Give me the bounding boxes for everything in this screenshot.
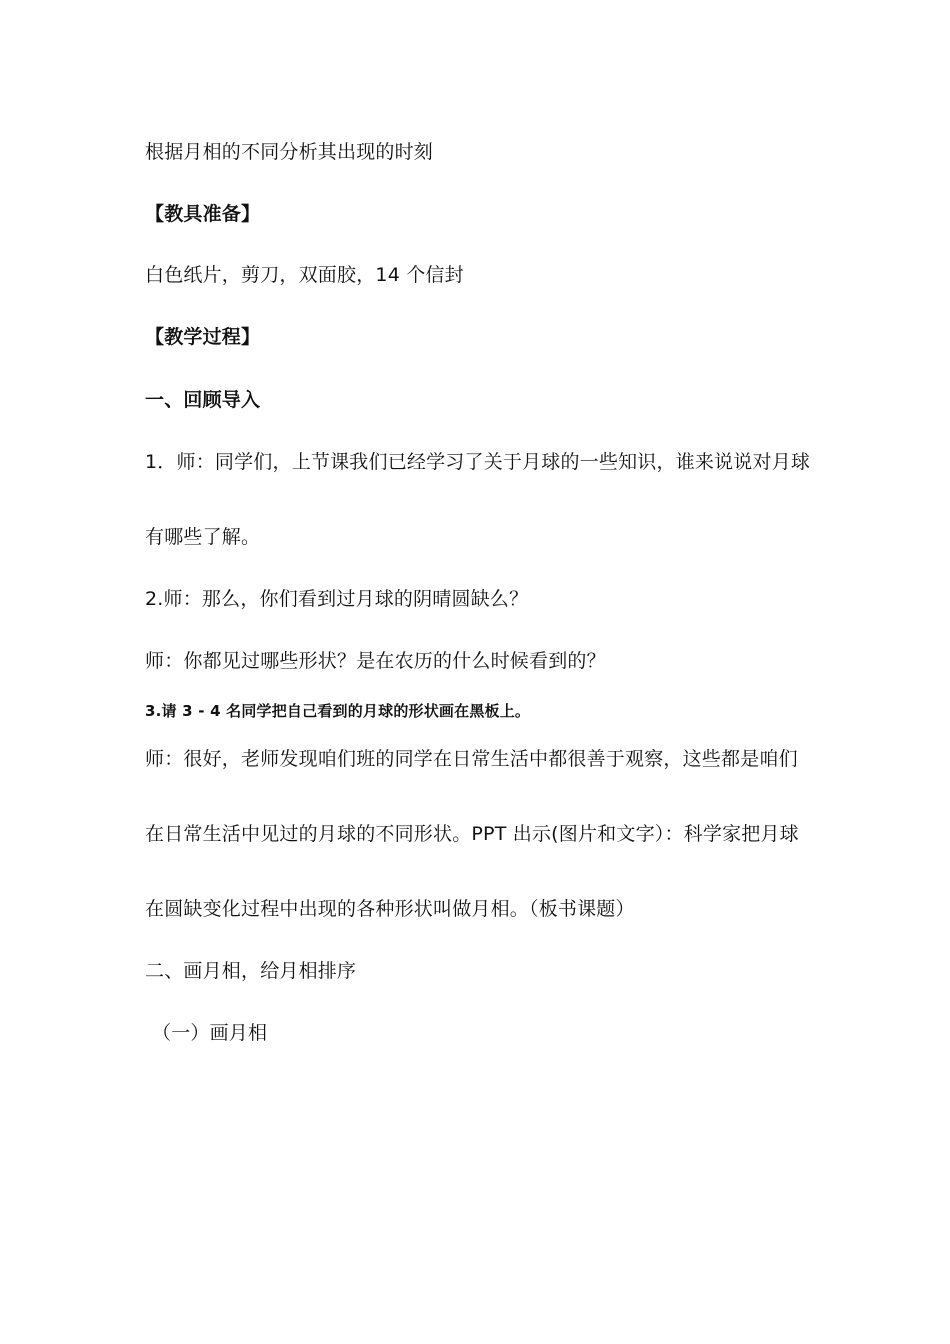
process-heading: 【教学过程】	[145, 326, 261, 348]
para4: 3.请 3 - 4 名同学把自己看到的月球的形状画在黑板上。	[145, 702, 531, 720]
para1-line2: 有哪些了解。	[145, 526, 261, 548]
para5-line2: 在日常生活中见过的月球的不同形状。PPT 出示(图片和文字）：科学家把月球	[145, 823, 799, 845]
section1-heading: 一、回顾导入	[145, 389, 261, 411]
para5-line3: 在圆缺变化过程中出现的各种形状叫做月相。（板书课题）	[145, 898, 635, 920]
objective-line: 根据月相的不同分析其出现的时刻	[145, 141, 434, 163]
section2-heading: 二、画月相，给月相排序	[145, 960, 357, 982]
materials-text: 白色纸片，剪刀，双面胶，14 个信封	[145, 264, 464, 286]
para5-line1: 师：很好，老师发现咱们班的同学在日常生活中都很善于观察，这些都是咱们	[145, 748, 798, 770]
materials-heading: 【教具准备】	[145, 203, 261, 225]
para3: 师：你都见过哪些形状？是在农历的什么时候看到的？	[145, 650, 606, 672]
para1-line1: 1．师：同学们，上节课我们已经学习了关于月球的一些知识，谁来说说对月球	[145, 451, 811, 473]
subsection1-heading: （一）画月相	[152, 1022, 268, 1044]
para2: 2.师：那么，你们看到过月球的阴晴圆缺么？	[145, 588, 529, 610]
